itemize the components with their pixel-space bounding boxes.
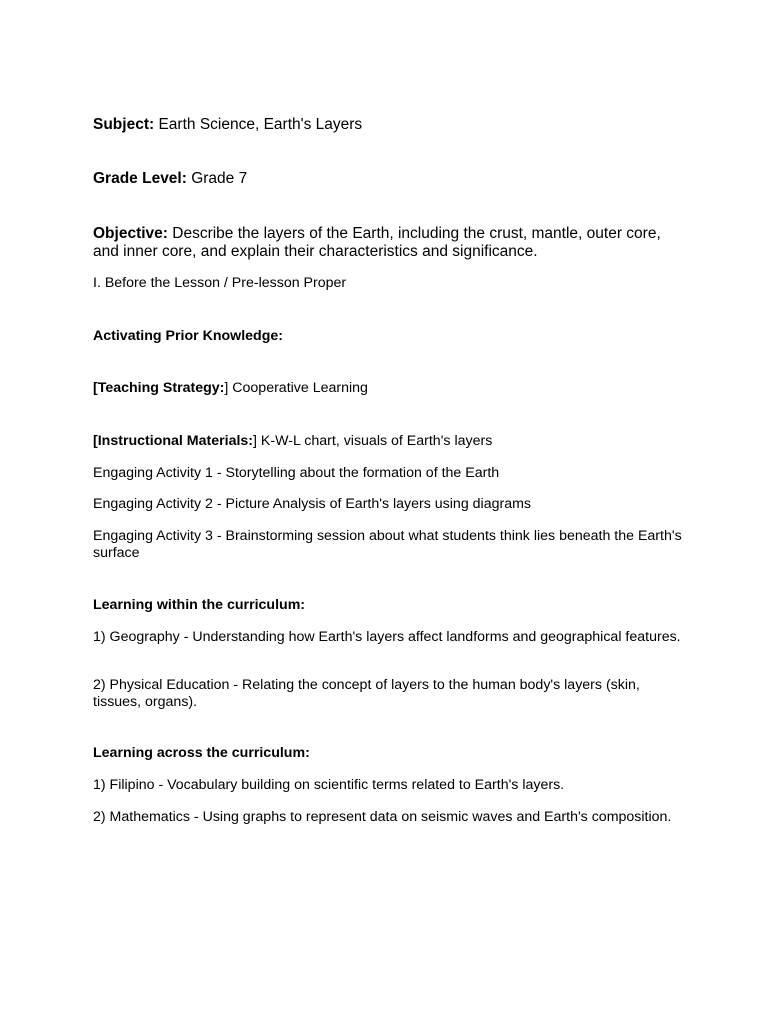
instructional-materials-line	[93, 433, 683, 450]
grade-level-value: Grade 7	[186, 170, 248, 187]
teaching-strategy-label: [Teaching Strategy:	[93, 380, 225, 396]
teaching-strategy-line	[93, 380, 683, 397]
engaging-activity-3: Engaging Activity 3 - Brainstorming session about what students think lies beneath the Earth's surface	[93, 528, 682, 561]
across-curriculum-item-1: 1) Filipino - Vocabulary building on scientific terms related to Earth's layers.	[93, 777, 565, 793]
within-curriculum-item-1: 1) Geography - Understanding how Earth's layers affect landforms and geographical features.	[93, 629, 681, 645]
engaging-activity-2: Engaging Activity 2 - Picture Analysis of Earth's layers using diagrams	[93, 496, 531, 512]
subject-label: Subject:	[93, 116, 155, 133]
across-curriculum-heading: Learning across the curriculum:	[93, 745, 310, 761]
subject-value: Earth Science, Earth's Layers	[154, 116, 363, 133]
across-curriculum-item-2: 2) Mathematics - Using graphs to represent data on seismic waves and Earth's composition.	[93, 809, 672, 825]
within-curriculum-item-2: 2) Physical Education - Relating the concept of layers to the human body's layers (skin, tissues, organs).	[93, 677, 640, 710]
grade-level-label: Grade Level:	[93, 170, 187, 187]
subject-line	[93, 116, 683, 134]
objective-value: Describe the layers of the Earth, including the crust, mantle, outer core, and inner core, and explain their characteristics and significance.	[93, 225, 661, 260]
grade-level-line	[93, 170, 683, 188]
instructional-materials-value: ] K-W-L chart, visuals of Earth's layers	[253, 433, 493, 449]
teaching-strategy-value: ] Cooperative Learning	[224, 380, 368, 396]
within-curriculum-heading: Learning within the curriculum:	[93, 597, 306, 613]
objective-line	[93, 225, 683, 261]
objective-label: Objective:	[93, 225, 168, 242]
activating-prior-knowledge-heading: Activating Prior Knowledge:	[93, 328, 283, 344]
engaging-activity-1: Engaging Activity 1 - Storytelling about the formation of the Earth	[93, 465, 500, 481]
section-heading: I. Before the Lesson / Pre-lesson Proper	[93, 275, 347, 291]
instructional-materials-label: [Instructional Materials:	[93, 433, 254, 449]
